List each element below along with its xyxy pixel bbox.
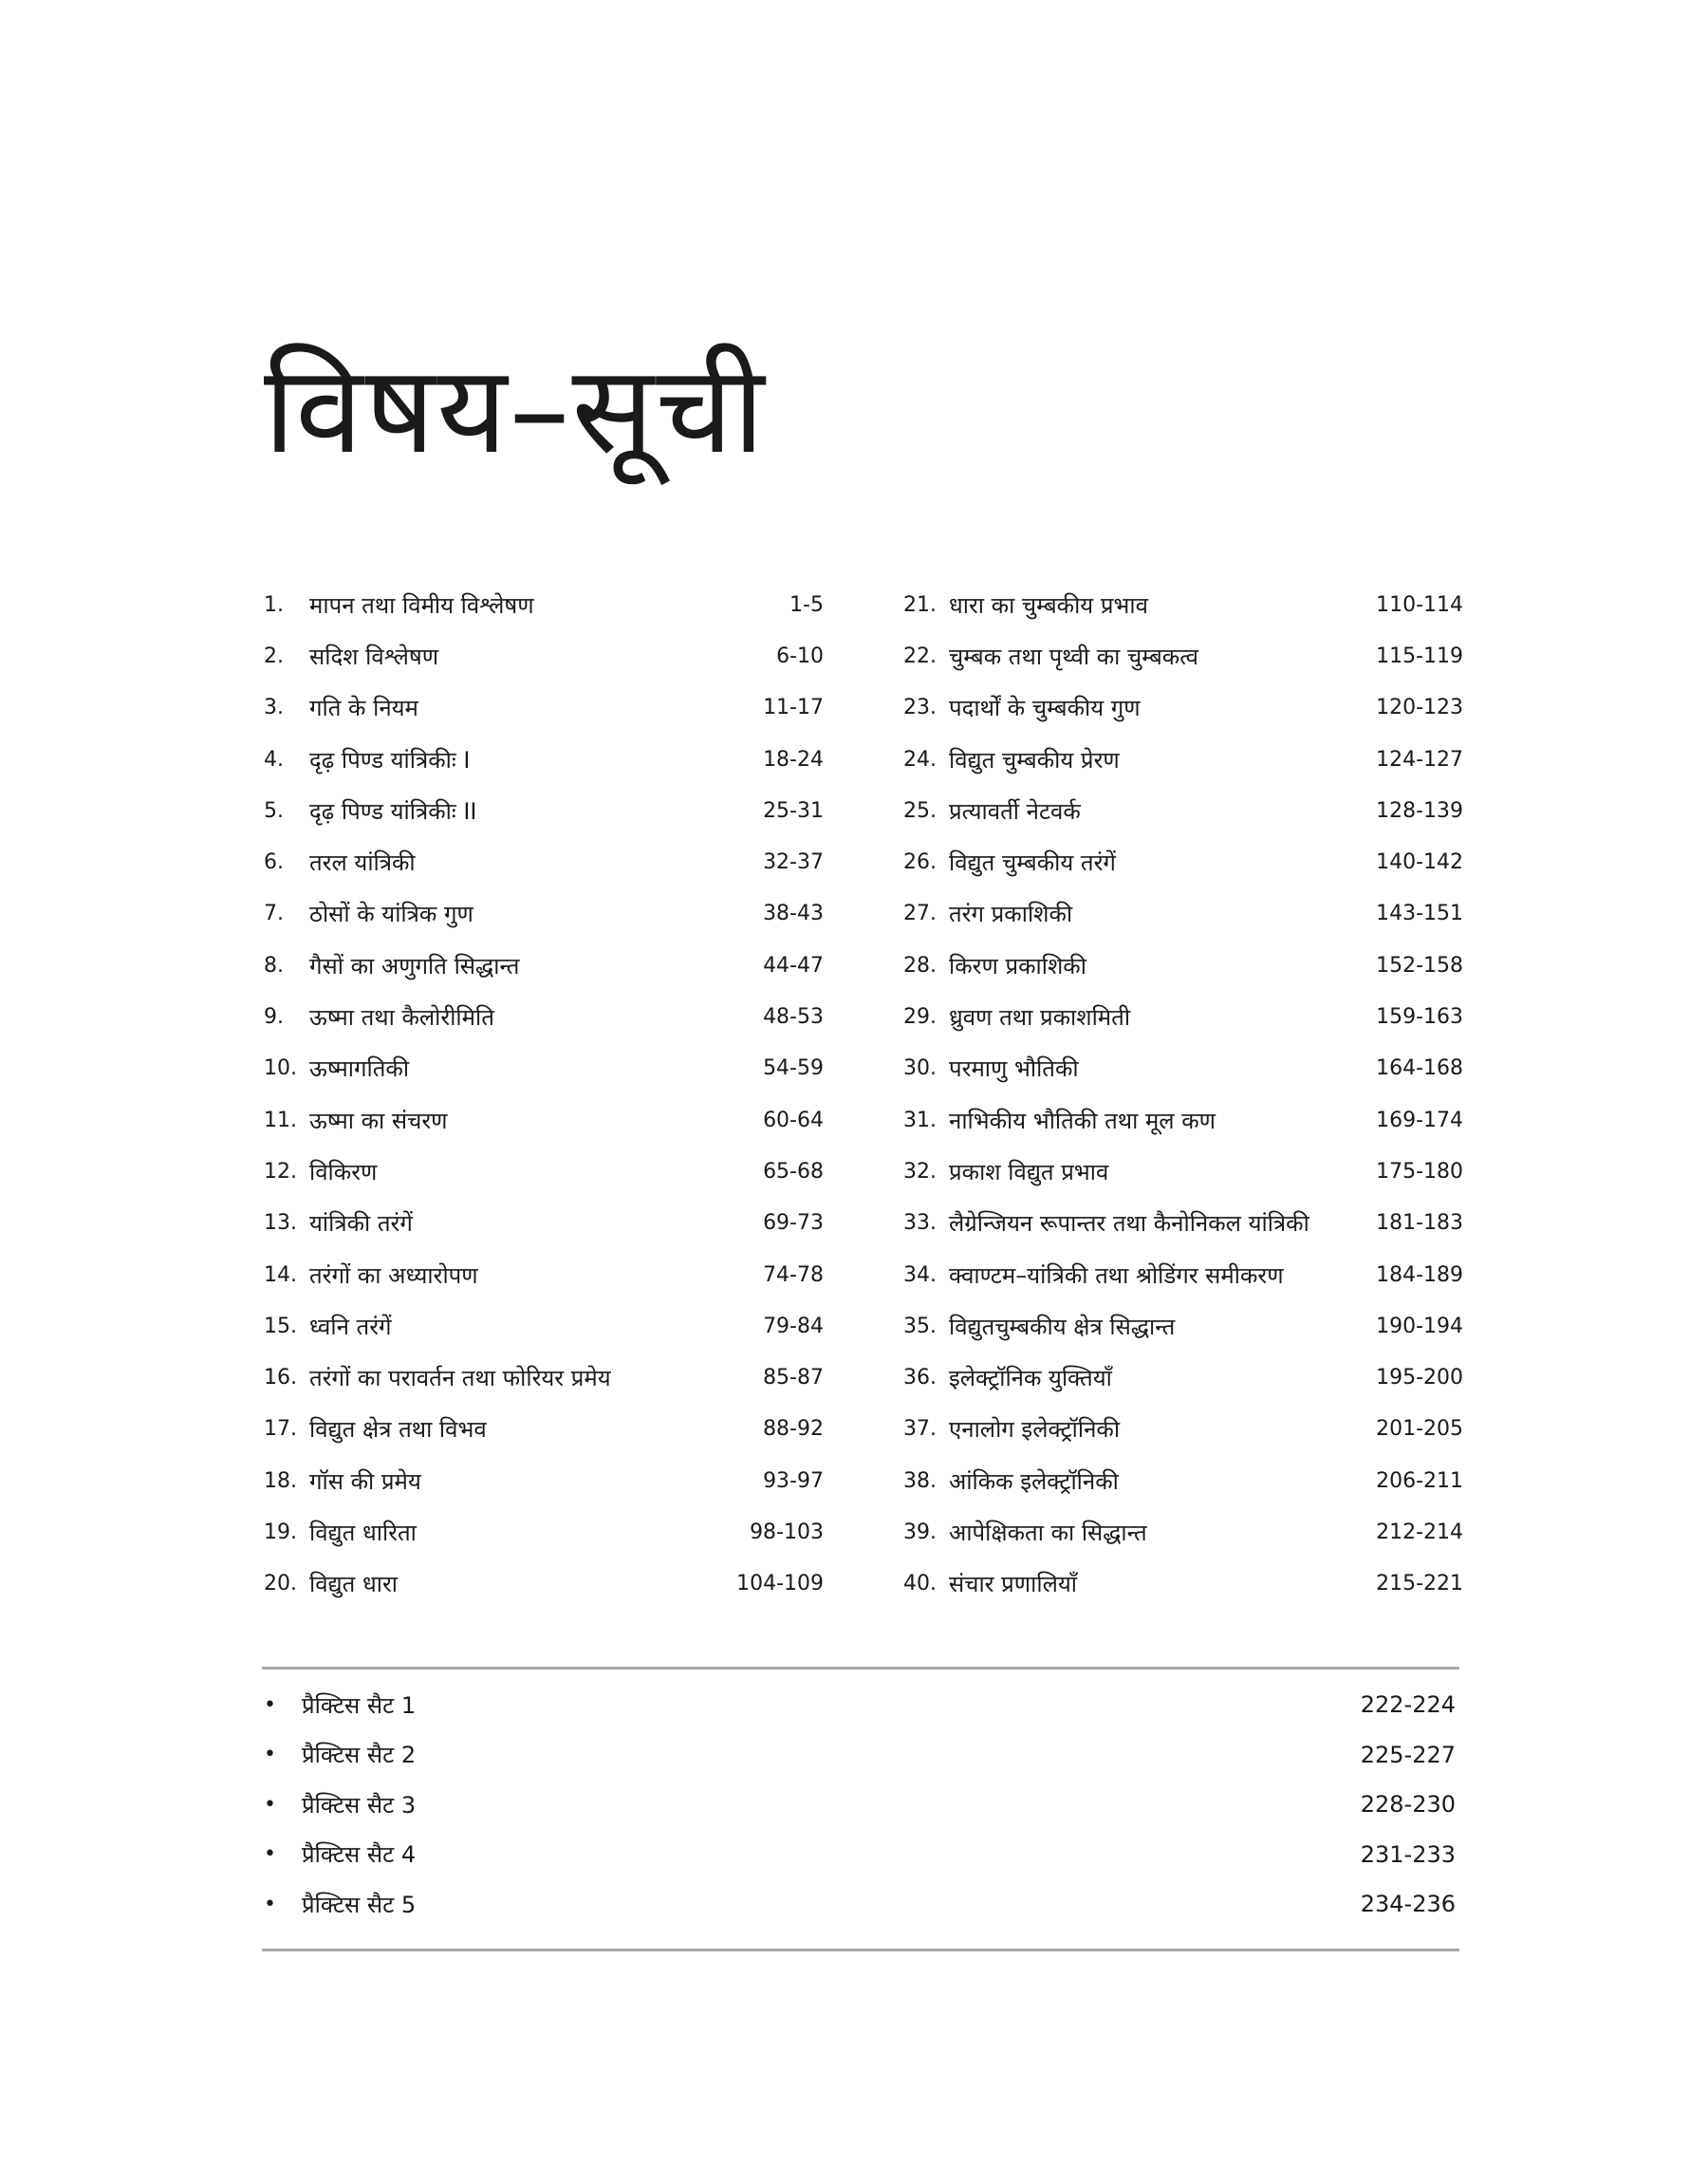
chapter-title: नाभिकीय भौतिकी तथा मूल कण xyxy=(949,1107,1216,1134)
page-range: 115-119 xyxy=(1376,644,1463,668)
chapter-title: विद्युत चुम्बकीय तरंगें xyxy=(949,849,1116,877)
page-range: 98-103 xyxy=(750,1520,824,1544)
toc-entry xyxy=(903,1043,1463,1094)
chapter-number: 3. xyxy=(264,696,284,720)
page-range: 48-53 xyxy=(763,1005,824,1030)
toc-entry xyxy=(903,785,1463,836)
toc-entry xyxy=(264,1352,824,1403)
toc-entry xyxy=(264,630,824,681)
toc-entry xyxy=(903,1506,1463,1558)
page-range: 85-87 xyxy=(763,1366,824,1390)
page-range: 60-64 xyxy=(763,1108,824,1132)
toc-entry xyxy=(903,630,1463,681)
page-range: 93-97 xyxy=(763,1468,824,1493)
chapter-title: ऊष्मा का संचरण xyxy=(309,1107,448,1134)
page-range: 228-230 xyxy=(1360,1791,1456,1819)
chapter-title: गति के नियम xyxy=(309,695,418,722)
practice-set-item xyxy=(264,1879,1456,1930)
toc-entry xyxy=(903,1558,1463,1610)
chapter-title: परमाणु भौतिकी xyxy=(949,1055,1079,1083)
chapter-title: दृढ़ पिण्ड यांत्रिकीः I xyxy=(309,746,471,774)
page-range: 212-214 xyxy=(1376,1520,1463,1544)
chapter-title: पदार्थों के चुम्बकीय गुण xyxy=(949,695,1141,722)
chapter-number: 33. xyxy=(903,1211,937,1236)
toc-entry xyxy=(264,1198,824,1249)
chapter-number: 17. xyxy=(264,1417,297,1442)
chapter-title: गॉस की प्रमेय xyxy=(309,1467,421,1495)
chapter-number: 6. xyxy=(264,850,284,875)
chapter-number: 10. xyxy=(264,1056,297,1081)
chapter-title: मापन तथा विमीय विश्लेषण xyxy=(309,591,534,619)
page-range: 88-92 xyxy=(763,1417,824,1442)
toc-entry xyxy=(903,579,1463,630)
chapter-title: चुम्बक तथा पृथ्वी का चुम्बकत्व xyxy=(949,643,1198,670)
toc-entry xyxy=(903,940,1463,991)
chapter-number: 35. xyxy=(903,1314,937,1338)
toc-entry xyxy=(264,888,824,940)
chapter-title: धारा का चुम्बकीय प्रभाव xyxy=(949,591,1148,619)
page-range: 6-10 xyxy=(776,644,824,668)
toc-entry xyxy=(903,734,1463,785)
toc-entry xyxy=(903,682,1463,734)
toc-entry xyxy=(903,1198,1463,1249)
toc-entry xyxy=(903,836,1463,887)
chapter-title: किरण प्रकाशिकी xyxy=(949,952,1086,980)
page-range: 104-109 xyxy=(736,1572,824,1596)
chapter-number: 25. xyxy=(903,798,937,823)
practice-set-item xyxy=(264,1780,1456,1830)
page-range: 69-73 xyxy=(763,1211,824,1236)
chapter-number: 13. xyxy=(264,1211,297,1236)
toc-entry xyxy=(903,1146,1463,1197)
page-range: 159-163 xyxy=(1376,1005,1463,1030)
toc-entry xyxy=(264,785,824,836)
page-range: 44-47 xyxy=(763,953,824,978)
chapter-title: दृढ़ पिण्ड यांत्रिकीः II xyxy=(309,797,477,825)
chapter-title: ऊष्मा तथा कैलोरीमिति xyxy=(309,1004,494,1032)
chapter-title: संचार प्रणालियाँ xyxy=(949,1571,1077,1598)
chapter-title: तरंग प्रकाशिकी xyxy=(949,901,1073,928)
chapter-number: 22. xyxy=(903,644,937,668)
chapter-number: 31. xyxy=(903,1108,937,1132)
chapter-number: 34. xyxy=(903,1262,937,1287)
toc-entry xyxy=(903,1455,1463,1506)
chapter-title: विद्युत चुम्बकीय प्रेरण xyxy=(949,746,1120,774)
chapter-number: 16. xyxy=(264,1366,297,1390)
toc-entry xyxy=(903,888,1463,940)
practice-set-title: प्रैक्टिस सैट 3 xyxy=(302,1791,417,1819)
page-range: 234-236 xyxy=(1360,1891,1456,1918)
chapter-title: विद्युत धारिता xyxy=(309,1519,417,1546)
chapter-number: 1. xyxy=(264,592,284,617)
divider-bottom xyxy=(262,1949,1459,1951)
chapter-number: 2. xyxy=(264,644,284,668)
page-range: 195-200 xyxy=(1376,1366,1463,1390)
chapter-number: 14. xyxy=(264,1262,297,1287)
divider-top xyxy=(262,1667,1459,1670)
toc-entry xyxy=(264,991,824,1042)
chapter-title: तरंगों का अध्यारोपण xyxy=(309,1261,478,1289)
page-range: 1-5 xyxy=(789,592,824,617)
chapter-title: क्वाण्टम–यांत्रिकी तथा श्रोडिंगर समीकरण xyxy=(949,1261,1284,1289)
chapter-number: 40. xyxy=(903,1572,937,1596)
chapter-number: 18. xyxy=(264,1468,297,1493)
chapter-number: 38. xyxy=(903,1468,937,1493)
page-range: 110-114 xyxy=(1376,592,1463,617)
page-range: 225-227 xyxy=(1360,1741,1456,1768)
toc-entry xyxy=(264,1043,824,1094)
page-range: 32-37 xyxy=(763,850,824,875)
chapter-title: गैसों का अणुगति सिद्धान्त xyxy=(309,952,520,980)
chapter-title: प्रत्यावर्ती नेटवर्क xyxy=(949,797,1081,825)
chapter-number: 5. xyxy=(264,798,284,823)
page-range: 169-174 xyxy=(1376,1108,1463,1132)
chapter-number: 24. xyxy=(903,747,937,772)
chapter-number: 23. xyxy=(903,696,937,720)
bullet-icon: • xyxy=(264,1892,276,1916)
page-range: 152-158 xyxy=(1376,953,1463,978)
page-range: 11-17 xyxy=(763,696,824,720)
toc-column-right xyxy=(903,579,1463,1610)
page-range: 128-139 xyxy=(1376,798,1463,823)
chapter-number: 32. xyxy=(903,1159,937,1184)
page-range: 231-233 xyxy=(1360,1840,1456,1868)
toc-entry xyxy=(264,940,824,991)
toc-entry xyxy=(903,1094,1463,1146)
chapter-title: सदिश विश्लेषण xyxy=(309,643,439,670)
chapter-number: 11. xyxy=(264,1108,297,1132)
toc-entry xyxy=(264,579,824,630)
chapter-title: विद्युतचुम्बकीय क्षेत्र सिद्धान्त xyxy=(949,1313,1176,1340)
chapter-number: 39. xyxy=(903,1520,937,1544)
bullet-icon: • xyxy=(264,1792,276,1817)
practice-set-title: प्रैक्टिस सैट 2 xyxy=(302,1742,417,1769)
chapter-number: 37. xyxy=(903,1417,937,1442)
chapter-title: प्रकाश विद्युत प्रभाव xyxy=(949,1158,1109,1185)
chapter-number: 26. xyxy=(903,850,937,875)
toc-entry xyxy=(264,1455,824,1506)
practice-set-title: प्रैक्टिस सैट 1 xyxy=(302,1691,417,1719)
chapter-number: 7. xyxy=(264,902,284,926)
chapter-title: यांत्रिकी तरंगें xyxy=(309,1210,413,1238)
chapter-title: आपेक्षिकता का सिद्धान्त xyxy=(949,1519,1147,1546)
chapter-number: 30. xyxy=(903,1056,937,1081)
chapter-number: 12. xyxy=(264,1159,297,1184)
page-title: विषय–सूची xyxy=(264,339,767,481)
chapter-title: आंकिक इलेक्ट्रॉनिकी xyxy=(949,1467,1119,1495)
toc-entry xyxy=(264,1249,824,1300)
practice-set-item xyxy=(264,1730,1456,1781)
practice-set-title: प्रैक्टिस सैट 5 xyxy=(302,1891,417,1918)
page-range: 206-211 xyxy=(1376,1468,1463,1493)
chapter-number: 8. xyxy=(264,953,284,978)
toc-entry xyxy=(264,1300,824,1352)
chapter-title: विकिरण xyxy=(309,1158,378,1185)
chapter-title: ऊष्मागतिकी xyxy=(309,1055,410,1083)
page-range: 38-43 xyxy=(763,902,824,926)
page-range: 25-31 xyxy=(763,798,824,823)
practice-sets-list xyxy=(264,1680,1456,1930)
toc-entry xyxy=(903,1300,1463,1352)
chapter-title: ध्वनि तरंगें xyxy=(309,1313,392,1340)
bullet-icon: • xyxy=(264,1692,276,1717)
page-range: 120-123 xyxy=(1376,696,1463,720)
page-range: 140-142 xyxy=(1376,850,1463,875)
chapter-title: इलेक्ट्रॉनिक युक्तियाँ xyxy=(949,1365,1112,1392)
page-range: 79-84 xyxy=(763,1314,824,1338)
chapter-title: ठोसों के यांत्रिक गुण xyxy=(309,901,473,928)
chapter-number: 36. xyxy=(903,1366,937,1390)
page-range: 184-189 xyxy=(1376,1262,1463,1287)
page-range: 65-68 xyxy=(763,1159,824,1184)
page-range: 181-183 xyxy=(1376,1211,1463,1236)
chapter-title: तरल यांत्रिकी xyxy=(309,849,416,877)
chapter-number: 9. xyxy=(264,1005,284,1030)
chapter-number: 21. xyxy=(903,592,937,617)
bullet-icon: • xyxy=(264,1842,276,1867)
page-range: 215-221 xyxy=(1376,1572,1463,1596)
page-range: 143-151 xyxy=(1376,902,1463,926)
page-range: 201-205 xyxy=(1376,1417,1463,1442)
chapter-title: विद्युत धारा xyxy=(309,1571,398,1598)
page-range: 54-59 xyxy=(763,1056,824,1081)
practice-set-item xyxy=(264,1830,1456,1880)
page-range: 222-224 xyxy=(1360,1691,1456,1719)
toc-entry xyxy=(264,1506,824,1558)
toc-entry xyxy=(264,1558,824,1610)
page-range: 74-78 xyxy=(763,1262,824,1287)
toc-column-left xyxy=(264,579,824,1610)
toc-entry xyxy=(903,1249,1463,1300)
toc-entry xyxy=(903,1352,1463,1403)
page-range: 175-180 xyxy=(1376,1159,1463,1184)
page-range: 18-24 xyxy=(763,747,824,772)
chapter-title: ध्रुवण तथा प्रकाशमिती xyxy=(949,1004,1131,1032)
chapter-title: लैग्रेन्जियन रूपान्तर तथा कैनोनिकल यांत्रिकी xyxy=(949,1210,1309,1238)
page-range: 164-168 xyxy=(1376,1056,1463,1081)
bullet-icon: • xyxy=(264,1743,276,1767)
chapter-title: विद्युत क्षेत्र तथा विभव xyxy=(309,1416,487,1444)
chapter-number: 20. xyxy=(264,1572,297,1596)
chapter-number: 28. xyxy=(903,953,937,978)
toc-entry xyxy=(264,836,824,887)
toc-entry xyxy=(264,682,824,734)
chapter-number: 4. xyxy=(264,747,284,772)
toc-entry xyxy=(264,1146,824,1197)
chapter-number: 27. xyxy=(903,902,937,926)
chapter-title: तरंगों का परावर्तन तथा फोरियर प्रमेय xyxy=(309,1365,611,1392)
toc-entry xyxy=(903,1404,1463,1455)
chapter-title: एनालोग इलेक्ट्रॉनिकी xyxy=(949,1416,1121,1444)
practice-set-title: प्रैक्टिस सैट 4 xyxy=(302,1841,417,1869)
toc-entry xyxy=(903,991,1463,1042)
page-range: 190-194 xyxy=(1376,1314,1463,1338)
chapter-number: 15. xyxy=(264,1314,297,1338)
chapter-number: 19. xyxy=(264,1520,297,1544)
toc-entry xyxy=(264,734,824,785)
toc-entry xyxy=(264,1404,824,1455)
practice-set-item xyxy=(264,1680,1456,1730)
chapter-number: 29. xyxy=(903,1005,937,1030)
toc-entry xyxy=(264,1094,824,1146)
page-range: 124-127 xyxy=(1376,747,1463,772)
